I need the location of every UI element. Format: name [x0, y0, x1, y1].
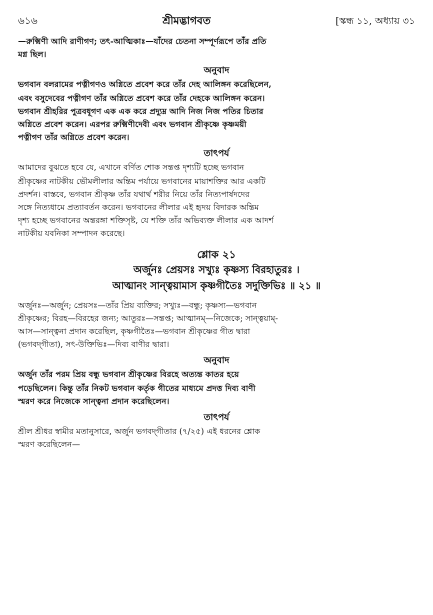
translation-heading: অনুবাদ	[203, 66, 230, 77]
synonyms-section	[18, 299, 415, 352]
gloss-line: মগ্ন ছিল।	[18, 49, 47, 60]
verse-heading: শ্লোক ২১	[197, 248, 236, 261]
verse-line: অর্জুনঃ প্রেয়সঃ সখ্যুঃ কৃষ্ণস্য বিরহাতুরঃ ।	[133, 264, 300, 276]
translation-line: স্মরণ করে নিজেকে সান্ত্বনা প্রদান করেছিলেন।	[18, 395, 170, 406]
purport-section-1	[18, 147, 415, 240]
translation-line: পড়েছিলেন। কিন্তু তাঁর নিকট ভগবান কর্তৃক গীতের মাধ্যমে প্রদত্ত দিব্য বাণী	[18, 382, 256, 393]
purport-heading: তাৎপর্য	[203, 413, 230, 424]
purport-line: আমাদের বুঝতে হবে যে, এখানে বর্ণিত শোক সন্তপ্ত দৃশ্যটি হচ্ছে ভগবান	[18, 162, 245, 173]
purport-line: শ্রীকৃষ্ণের নাটকীয় ভৌমলীলার অন্তিম পর্যায়ে ভগবানের মায়াশক্তির আর একটি	[18, 175, 266, 186]
synonyms-line: শ্রীকৃষ্ণের; বিরহ—বিরহের জন্য; আতুরঃ—সন্তপ্ত; আত্মানম্—নিজেকে; সান্ত্বয়াম্‌-	[18, 312, 278, 323]
book-title: শ্রীমদ্ভাগবত	[162, 15, 211, 27]
translation-line: এবং বসুদেবের পত্নীগণ তাঁর অগ্নিতে প্রবেশ করে তাঁর দেহকে আলিঙ্গন করেন।	[18, 92, 265, 103]
purport-line: শ্রীল শ্রীধর স্বামীর মতানুসারে, অর্জুন ভগবদ্‌গীতার (৭/২৫) এই ধরনের শ্লোক	[18, 426, 261, 437]
purport-line: স্মরণ করেছিলেন—	[18, 439, 81, 450]
purport-line: প্রদর্শন। বাস্তবে, ভগবান শ্রীকৃষ্ণ তাঁর যথার্থ শরীর নিয়ে তাঁর নিত্যপার্ষদদের	[18, 188, 250, 199]
gloss-line: —রুক্মিণী আদি রাণীগণ; তৎ-আত্মিকাঃ—যাঁদের চেতনা সম্পূর্ণরূপে তাঁর প্রতি	[18, 36, 267, 46]
page-header	[18, 14, 415, 31]
translation-line: অর্জুন তাঁর পরম প্রিয় বন্ধু ভগবান শ্রীকৃষ্ণের বিরহে অত্যন্ত কাতর হয়ে	[18, 369, 240, 380]
verse-line: আত্মানং সান্ত্বয়ামাস কৃষ্ণগীতৈঃ সদুক্তিভিঃ ॥ ২১ ॥	[112, 280, 321, 292]
translation-line: ভগবান শ্রীহরির পুত্রবধূগণ এক এক করে প্রদ্যুম্ন আদি নিজ নিজ পতির চিতার	[18, 105, 264, 116]
translation-line: পত্নীগণ তাঁর অগ্নিতে প্রবেশ করেন।	[18, 132, 130, 143]
purport-line: সঙ্গে নিত্যধামে প্রত্যাবর্তন করেন। ভগবানের লীলার এই হৃদয় বিদারক অন্তিম	[18, 202, 259, 213]
purport-heading: তাৎপর্য	[203, 149, 230, 160]
translation-section-1	[18, 64, 415, 144]
translation-heading: অনুবাদ	[203, 356, 230, 367]
translation-section-2	[18, 354, 415, 408]
document-page	[18, 14, 415, 451]
translation-line: ভগবান বলরামের পত্নীগণও অগ্নিতে প্রবেশ করে তাঁর দেহ আলিঙ্গন করেছিলেন,	[18, 79, 272, 90]
verse-section	[18, 247, 415, 295]
chapter-reference: [স্কন্ধ ১১, অধ্যায় ৩১	[335, 16, 415, 27]
purport-section-2	[18, 411, 415, 451]
synonyms-line: আস—সান্ত্বনা প্রদান করেছিল, কৃষ্ণগীতৈঃ—ভগবান শ্রীকৃষ্ণের গীত দ্বারা	[18, 326, 251, 337]
synonyms-line: (ভগবদ্‌গীতা), সৎ-উক্তিভিঃ—দিব্য বাণীর দ্বারা।	[18, 339, 170, 350]
synonyms-line: অর্জুনঃ—অর্জুন; প্রেয়সঃ—তাঁর প্রিয় ব্যক্তির; সখ্যুঃ—বন্ধু; কৃষ্ণস্য—ভগবান	[18, 299, 257, 310]
top-gloss	[18, 35, 415, 61]
translation-line: অগ্নিতে প্রবেশ করেন। এরপর রুক্মিণীদেবী এবং ভগবান শ্রীকৃষ্ণে কৃষ্ণময়ী	[18, 119, 247, 130]
page-number: ৬১৬	[18, 16, 38, 27]
purport-line: নাটকীয় যবনিকা সম্পাদন করেছে।	[18, 228, 125, 239]
purport-line: দৃশ্য হচ্ছে ভগবানের অন্তরঙ্গা শক্তিসৃষ্ট, যে শক্তি তাঁর অভিব্যক্ত লীলার এক আদর্শ	[18, 215, 274, 226]
